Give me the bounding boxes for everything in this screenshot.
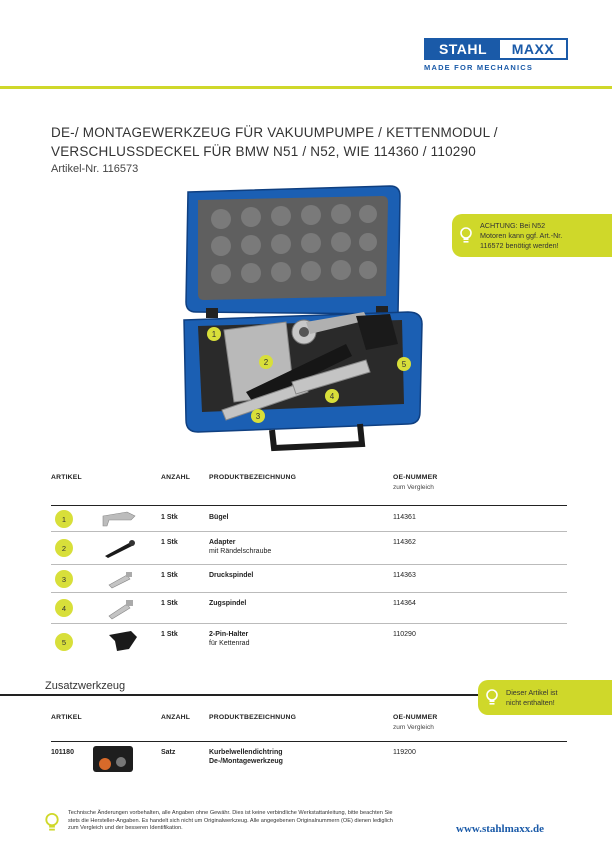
item-qty: 1 Stk [161, 631, 178, 638]
table-row [51, 565, 567, 593]
item-number: 3 [55, 570, 73, 588]
item-qty: 1 Stk [161, 539, 178, 546]
col-bezeichnung: PRODUKTBEZEICHNUNG [209, 474, 297, 481]
col-artikel: ARTIKEL [51, 474, 82, 481]
logo-right-text: MAXX [500, 40, 566, 58]
marker-3: 3 [255, 412, 261, 421]
col-anzahl: ANZAHL [161, 714, 191, 721]
col-artikel: ARTIKEL [51, 714, 82, 721]
title-line-1: DE-/ MONTAGEWERKZEUG FÜR VAKUUMPUMPE / KETTENMODUL / [51, 125, 498, 140]
brand-logo [424, 38, 568, 60]
col-oe: OE-NUMMER [393, 474, 438, 481]
page-title [51, 123, 591, 161]
col-oe-sub: zum Vergleich [393, 484, 434, 491]
website-link[interactable]: www.stahlmaxx.de [456, 823, 545, 835]
col-anzahl: ANZAHL [161, 474, 191, 481]
item-oe: 114362 [393, 539, 416, 546]
item-thumbnail [105, 629, 139, 653]
extra-oe: 119200 [393, 749, 416, 756]
item-oe: 110290 [393, 631, 416, 638]
item-qty: 1 Stk [161, 600, 178, 607]
header-divider [0, 86, 612, 89]
lightbulb-icon [478, 689, 506, 707]
item-name: Zugspindel [209, 600, 247, 607]
table-header [51, 470, 567, 506]
title-line-2: VERSCHLUSSDECKEL FÜR BMW N51 / N52, WIE 114360 / 110290 [51, 144, 476, 159]
items-table [51, 470, 567, 660]
item-qty: 1 Stk [161, 572, 178, 579]
item-thumbnail [101, 538, 137, 558]
lightbulb-icon [452, 227, 480, 245]
item-qty: 1 Stk [161, 514, 178, 521]
item-thumbnail [107, 598, 135, 620]
col-oe-sub: zum Vergleich [393, 724, 434, 731]
col-bezeichnung: PRODUKTBEZEICHNUNG [209, 714, 297, 721]
item-number: 4 [55, 599, 73, 617]
table-row [51, 506, 567, 532]
not-included-text: Dieser Artikel ist nicht enthalten! [506, 687, 558, 707]
warning-text: ACHTUNG: Bei N52 Motoren kann ggf. Art.-Nr. 116572 benötigt werden! [480, 220, 563, 250]
extra-article: 101180 [51, 749, 74, 756]
item-number: 5 [55, 633, 73, 651]
table-row [51, 624, 567, 660]
item-thumbnail [91, 744, 135, 774]
col-oe: OE-NUMMER [393, 714, 438, 721]
extra-name: Kurbelwellendichtring [209, 749, 283, 756]
item-name: Druckspindel [209, 572, 254, 579]
extra-table [51, 710, 567, 778]
table-row [51, 593, 567, 624]
marker-4: 4 [329, 392, 335, 401]
item-name: Bügel [209, 514, 229, 521]
logo-left-text: STAHL [426, 40, 500, 58]
section-title-extra: Zusatzwerkzeug [45, 680, 126, 692]
product-image [176, 184, 434, 452]
item-name: Adapter [209, 539, 236, 546]
item-name: 2-Pin-Halter [209, 631, 249, 638]
item-thumbnail [101, 510, 137, 528]
article-number: Artikel-Nr. 116573 [51, 163, 139, 175]
table-header [51, 710, 567, 742]
warning-callout [452, 214, 612, 257]
item-thumbnail [107, 569, 135, 589]
item-oe: 114361 [393, 514, 416, 521]
marker-2: 2 [263, 358, 269, 367]
item-oe: 114363 [393, 572, 416, 579]
marker-5: 5 [401, 360, 407, 369]
marker-1: 1 [211, 330, 217, 339]
table-row [51, 532, 567, 565]
item-number: 2 [55, 539, 73, 557]
item-name-detail: für Kettenrad [209, 640, 250, 647]
extra-name-detail: De-/Montagewerkzeug [209, 758, 283, 765]
disclaimer: Technische Änderungen vorbehalten, alle Angaben ohne Gewähr. Dies ist keine verbindliche Werkstattanleitung, bitte beachten Sie stets die Hersteller-Angaben. Es handelt sich nicht um Originalwerkzeug. Alle angegebenen Originalnummern (OE) dienen lediglich zum Vergleich und der besseren Identifikation. [68, 810, 393, 831]
lightbulb-icon [44, 812, 60, 834]
brand-tagline: MADE FOR MECHANICS [424, 63, 534, 72]
item-number: 1 [55, 510, 73, 528]
table-row [51, 742, 567, 778]
extra-qty: Satz [161, 749, 176, 756]
item-oe: 114364 [393, 600, 416, 607]
item-name-detail: mit Rändelschraube [209, 548, 272, 555]
